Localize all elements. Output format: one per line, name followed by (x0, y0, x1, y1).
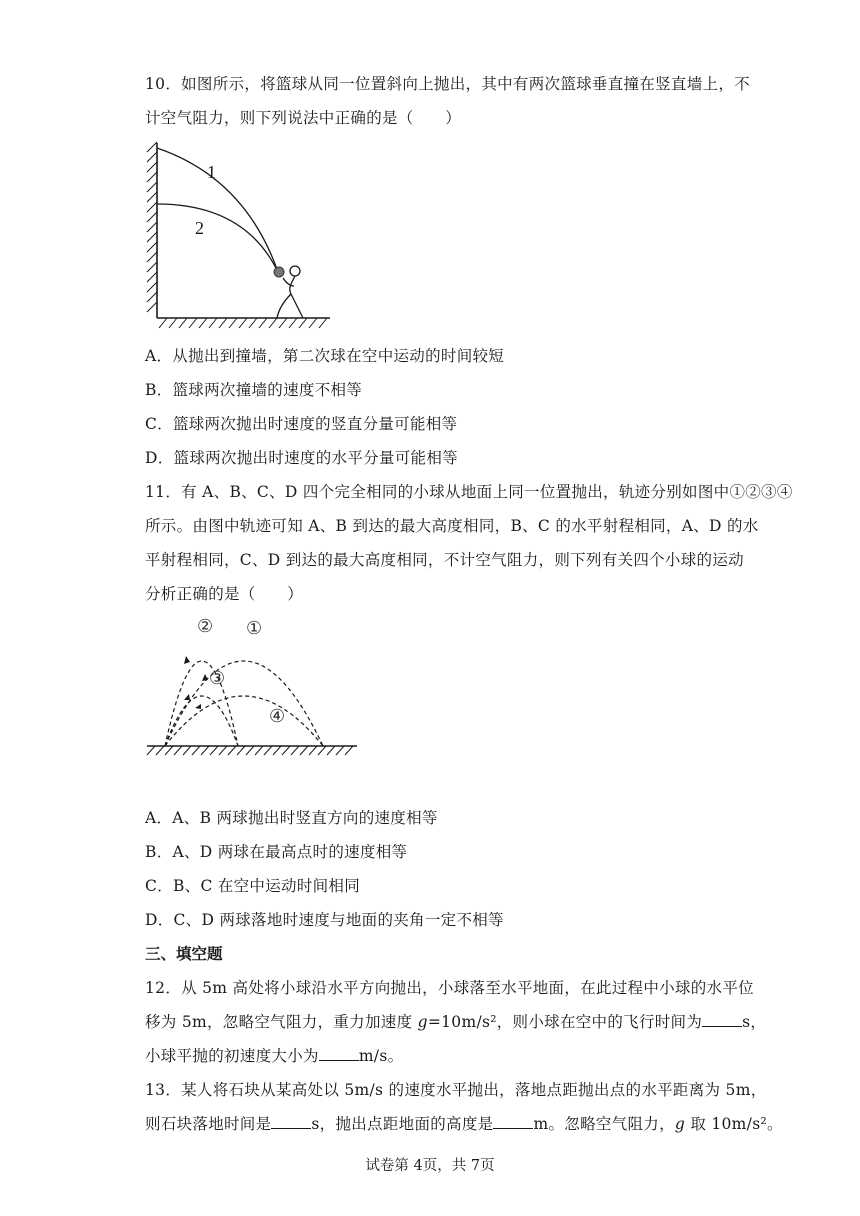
q10-basketball-figure (145, 138, 345, 333)
q13-stem-line1: 13．某人将石块从某高处以 5m/s 的速度水平抛出，落地点距抛出点的水平距离为 5m， (145, 1081, 767, 1099)
arrow-head (195, 704, 201, 709)
q12-stem-line2: 移为 5m，忽略空气阻力，重力加速度 g=10m/s²，则小球在空中的飞行时间为 s， (145, 1013, 767, 1031)
trajectory-1 (157, 148, 278, 272)
q12-stem-line1: 12．从 5m 高处将小球沿水平方向抛出，小球落至水平地面，在此过程中小球的水平位 (145, 979, 754, 997)
q11-stem-line4: 分析正确的是（ ） (145, 585, 304, 603)
q11-option-c: C．B、C 在空中运动时间相同 (145, 877, 361, 895)
q11-option-b: B．A、D 两球在最高点时的速度相等 (145, 843, 408, 861)
person-head (290, 266, 300, 276)
trajectory-2 (157, 204, 278, 272)
trajectory-1 (165, 661, 323, 746)
q10-option-a: A．从抛出到撞墙，第二次球在空中运动的时间较短 (145, 347, 505, 365)
basketball (274, 267, 284, 277)
person-body (277, 276, 303, 318)
trajectory-label-2: 2 (195, 218, 204, 238)
q10-option-b: B．篮球两次撞墙的速度不相等 (145, 381, 363, 399)
q11-stem-line1: 11．有 A、B、C、D 四个完全相同的小球从地面上同一位置抛出，轨迹分别如图中①②③④ (145, 483, 793, 501)
q13-stem-line2: 则石块落地时间是 s，抛出点距地面的高度是 m。忽略空气阻力，g 取 10m/s²。 (145, 1115, 783, 1133)
trajectory-4 (165, 696, 323, 746)
q11-stem-line2: 所示。由图中轨迹可知 A、B 到达的最大高度相同，B、C 的水平射程相同，A、D 的水 (145, 517, 759, 535)
answer-blank[interactable] (319, 1048, 359, 1061)
trajectory-label-2: ② (197, 616, 214, 637)
answer-blank[interactable] (493, 1116, 533, 1129)
trajectory-label-1: 1 (207, 162, 216, 182)
q10-stem-line1: 10．如图所示，将篮球从同一位置斜向上抛出，其中有两次篮球垂直撞在竖直墙上，不 (145, 75, 750, 93)
arrow-head (184, 656, 190, 664)
q10-option-c: C．篮球两次抛出时速度的竖直分量可能相等 (145, 415, 458, 433)
q12-stem-line3: 小球平抛的初速度大小为 m/s。 (145, 1047, 404, 1065)
answer-blank[interactable] (702, 1014, 742, 1027)
q10-stem-line2: 计空气阻力，则下列说法中正确的是（ ） (145, 109, 462, 127)
q11-option-a: A．A、B 两球抛出时竖直方向的速度相等 (145, 809, 438, 827)
trajectory-label-4: ④ (269, 706, 286, 727)
trajectory-label-3: ③ (209, 668, 226, 689)
arrow-head (184, 694, 190, 700)
page-footer: 试卷第 4页，共 7页 (365, 1158, 495, 1174)
q11-trajectory-figure (145, 612, 365, 762)
arrow-head (202, 674, 208, 681)
q10-option-d: D．篮球两次抛出时速度的水平分量可能相等 (145, 449, 458, 467)
trajectory-label-1: ① (246, 618, 263, 639)
q11-stem-line3: 平射程相同，C、D 到达的最大高度相同，不计空气阻力，则下列有关四个小球的运动 (145, 551, 744, 569)
q11-option-d: D．C、D 两球落地时速度与地面的夹角一定不相等 (145, 911, 504, 929)
section-title: 三、填空题 (145, 945, 223, 963)
answer-blank[interactable] (271, 1116, 311, 1129)
